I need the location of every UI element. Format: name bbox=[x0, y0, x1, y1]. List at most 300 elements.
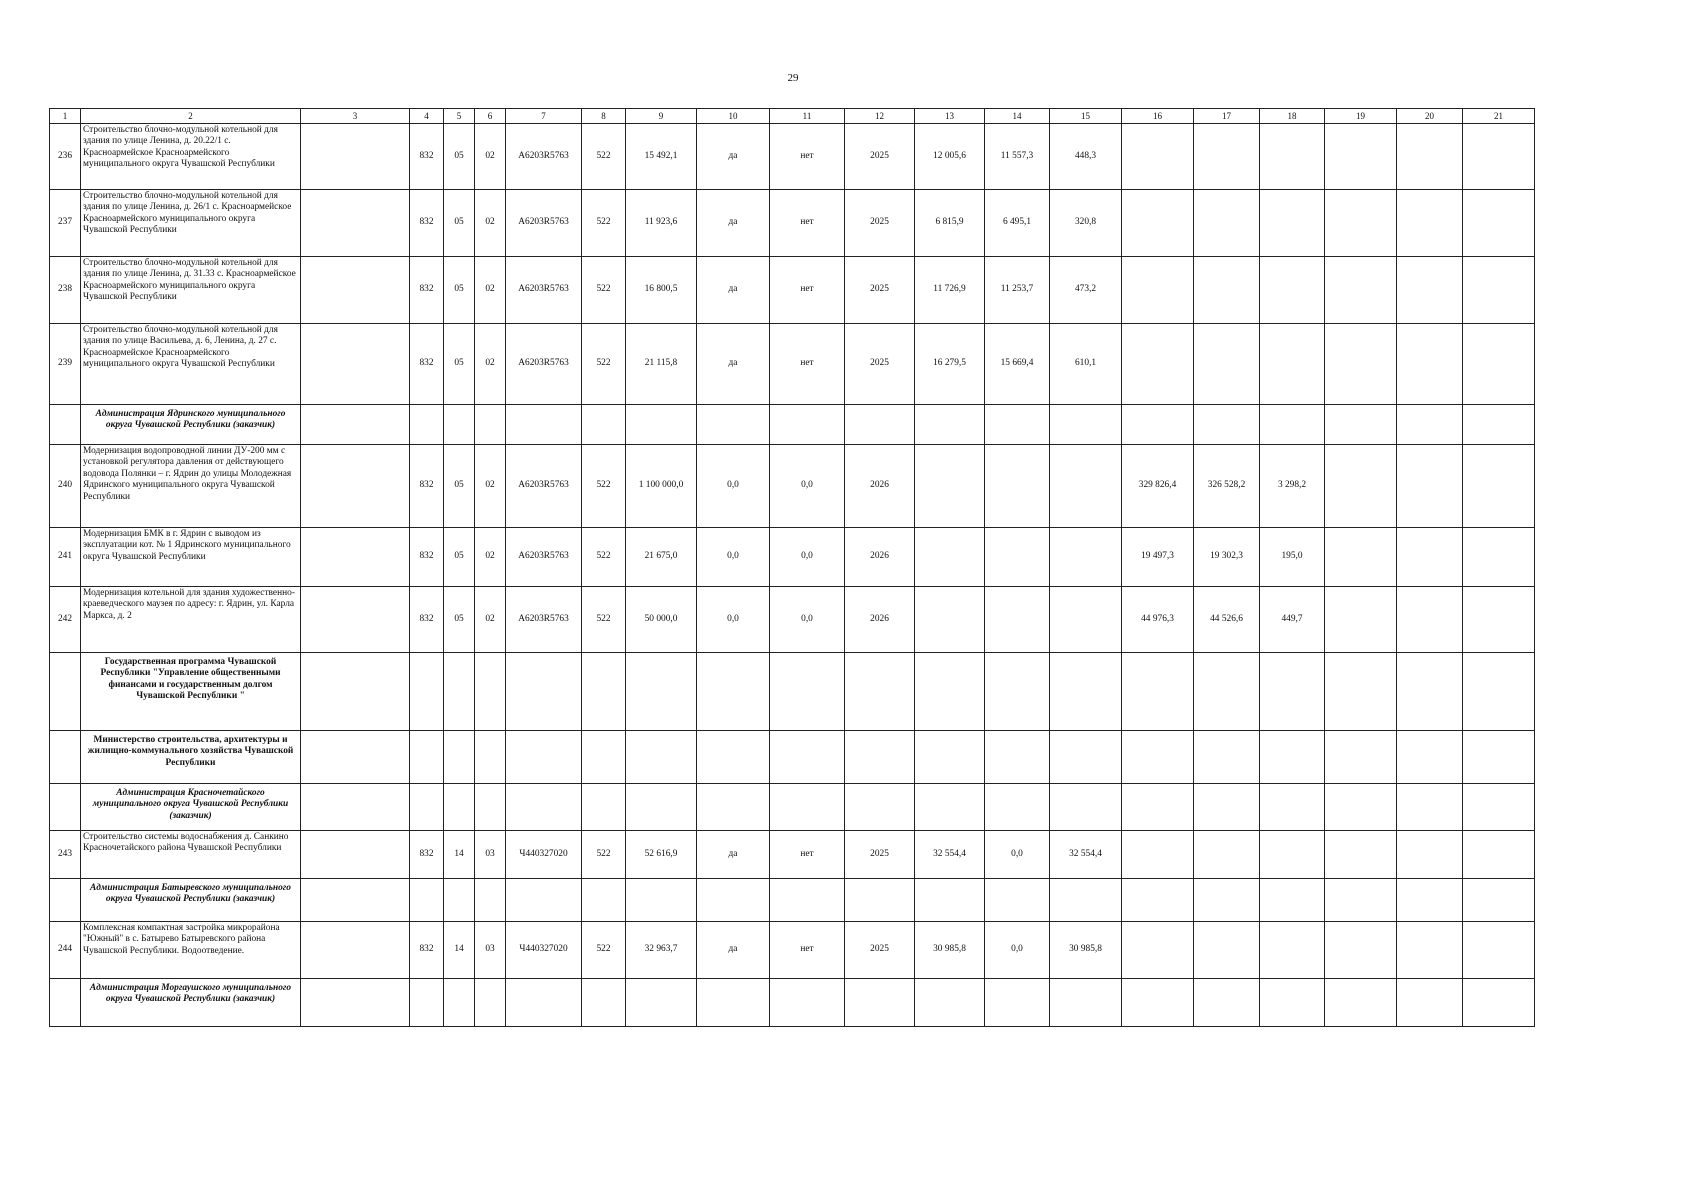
header-col-7: 7 bbox=[506, 109, 582, 124]
table-cell bbox=[845, 405, 915, 445]
table-cell: да bbox=[697, 190, 770, 257]
table-cell: 832 bbox=[410, 324, 444, 405]
header-col-17: 17 bbox=[1194, 109, 1260, 124]
table-cell bbox=[1122, 879, 1194, 922]
table-cell bbox=[626, 979, 697, 1027]
table-cell: 44 976,3 bbox=[1122, 587, 1194, 653]
table-cell bbox=[506, 879, 582, 922]
table-cell: да bbox=[697, 324, 770, 405]
table-row bbox=[50, 257, 1535, 324]
table-cell: 832 bbox=[410, 190, 444, 257]
table-cell: А6203R5763 bbox=[506, 324, 582, 405]
table-cell bbox=[1260, 879, 1325, 922]
table-cell: 2026 bbox=[845, 445, 915, 528]
table-cell bbox=[1325, 124, 1397, 190]
table-cell: 02 bbox=[475, 190, 506, 257]
table-cell: 05 bbox=[444, 528, 475, 587]
table-cell: 0,0 bbox=[985, 922, 1050, 979]
table-cell bbox=[444, 731, 475, 784]
table-cell: нет bbox=[770, 324, 845, 405]
table-cell bbox=[1194, 879, 1260, 922]
table-cell: 19 302,3 bbox=[1194, 528, 1260, 587]
table-cell bbox=[1194, 405, 1260, 445]
table-cell bbox=[1463, 731, 1535, 784]
table-cell bbox=[1050, 979, 1122, 1027]
table-cell bbox=[475, 879, 506, 922]
table-cell bbox=[1122, 324, 1194, 405]
row-number: 236 bbox=[50, 124, 81, 190]
table-cell bbox=[475, 979, 506, 1027]
row-number: 243 bbox=[50, 831, 81, 879]
table-cell bbox=[626, 653, 697, 731]
table-cell: 02 bbox=[475, 528, 506, 587]
row-number: 239 bbox=[50, 324, 81, 405]
table-cell: 11 557,3 bbox=[985, 124, 1050, 190]
table-cell bbox=[301, 124, 410, 190]
table-cell: 02 bbox=[475, 257, 506, 324]
table-cell bbox=[1325, 831, 1397, 879]
table-cell bbox=[985, 445, 1050, 528]
table-cell bbox=[1122, 784, 1194, 831]
table-cell: 02 bbox=[475, 445, 506, 528]
table-cell bbox=[1397, 124, 1463, 190]
table-cell bbox=[301, 190, 410, 257]
row-number: 244 bbox=[50, 922, 81, 979]
section-title: Государственная программа Чувашской Республики "Управление общественными финансами и государственным долгом Чувашской Республики " bbox=[81, 653, 301, 731]
table-row bbox=[50, 587, 1535, 653]
table-cell bbox=[770, 784, 845, 831]
table-cell bbox=[1050, 653, 1122, 731]
table-cell bbox=[582, 653, 626, 731]
table-cell bbox=[301, 784, 410, 831]
section-title: Администрация Батыревского муниципального округа Чувашской Республики (заказчик) bbox=[81, 879, 301, 922]
table-cell bbox=[1194, 324, 1260, 405]
table-cell bbox=[626, 784, 697, 831]
table-cell: 522 bbox=[582, 124, 626, 190]
table-cell: 522 bbox=[582, 831, 626, 879]
header-col-11: 11 bbox=[770, 109, 845, 124]
table-cell bbox=[444, 405, 475, 445]
table-cell: 2026 bbox=[845, 528, 915, 587]
table-cell bbox=[1463, 445, 1535, 528]
table-cell bbox=[475, 784, 506, 831]
table-cell bbox=[770, 979, 845, 1027]
table-cell bbox=[410, 731, 444, 784]
table-cell bbox=[1260, 124, 1325, 190]
table-cell: А6203R5763 bbox=[506, 124, 582, 190]
table-cell: 449,7 bbox=[1260, 587, 1325, 653]
header-col-9: 9 bbox=[626, 109, 697, 124]
table-cell: А6203R5763 bbox=[506, 445, 582, 528]
row-number: 240 bbox=[50, 445, 81, 528]
table-cell bbox=[915, 784, 985, 831]
header-col-21: 21 bbox=[1463, 109, 1535, 124]
table-cell bbox=[1325, 445, 1397, 528]
table-cell bbox=[410, 784, 444, 831]
table-cell: 3 298,2 bbox=[1260, 445, 1325, 528]
table-cell bbox=[915, 528, 985, 587]
header-col-19: 19 bbox=[1325, 109, 1397, 124]
table-cell bbox=[1463, 587, 1535, 653]
table-cell bbox=[1325, 528, 1397, 587]
table-cell: 329 826,4 bbox=[1122, 445, 1194, 528]
table-cell bbox=[1194, 257, 1260, 324]
table-cell: 522 bbox=[582, 257, 626, 324]
table-cell: 21 675,0 bbox=[626, 528, 697, 587]
section-row bbox=[50, 784, 1535, 831]
table-cell bbox=[915, 653, 985, 731]
table-cell bbox=[1397, 784, 1463, 831]
section-row bbox=[50, 653, 1535, 731]
table-cell bbox=[1194, 731, 1260, 784]
table-cell bbox=[845, 784, 915, 831]
table-cell bbox=[985, 731, 1050, 784]
object-name: Строительство блочно-модульной котельной для здания по улице Ленина, д. 26/1 с. Красноармейское Красноармейского муниципального округа Чувашской Республики bbox=[81, 190, 301, 257]
table-cell: 12 005,6 bbox=[915, 124, 985, 190]
table-cell bbox=[1050, 731, 1122, 784]
table-cell: А6203R5763 bbox=[506, 528, 582, 587]
table-cell: 522 bbox=[582, 445, 626, 528]
table-cell bbox=[845, 979, 915, 1027]
table-cell: 21 115,8 bbox=[626, 324, 697, 405]
header-col-2: 2 bbox=[81, 109, 301, 124]
table-cell bbox=[1194, 124, 1260, 190]
table-cell: 522 bbox=[582, 190, 626, 257]
table-cell bbox=[1122, 979, 1194, 1027]
table-cell: 03 bbox=[475, 922, 506, 979]
table-cell: 832 bbox=[410, 257, 444, 324]
table-cell: 6 815,9 bbox=[915, 190, 985, 257]
table-cell bbox=[301, 257, 410, 324]
table-cell bbox=[1397, 879, 1463, 922]
object-name: Строительство блочно-модульной котельной для здания по улице Ленина, д. 20.22/1 с. Красноармейское Красноармейского муниципального округа Чувашской Республики bbox=[81, 124, 301, 190]
table-cell: 14 bbox=[444, 831, 475, 879]
table-cell bbox=[1325, 405, 1397, 445]
table-cell bbox=[1463, 405, 1535, 445]
table-cell: 522 bbox=[582, 324, 626, 405]
object-name: Модернизация БМК в г. Ядрин с выводом из эксплуатации кот. № 1 Ядринского муниципального округа Чувашской Республики bbox=[81, 528, 301, 587]
table-cell bbox=[301, 979, 410, 1027]
table-row bbox=[50, 922, 1535, 979]
table-cell bbox=[626, 405, 697, 445]
table-cell: 832 bbox=[410, 124, 444, 190]
table-cell bbox=[626, 879, 697, 922]
table-cell bbox=[1397, 528, 1463, 587]
table-cell bbox=[50, 731, 81, 784]
table-cell bbox=[1463, 784, 1535, 831]
table-cell: Ч440327020 bbox=[506, 831, 582, 879]
table-cell bbox=[1260, 979, 1325, 1027]
header-col-20: 20 bbox=[1397, 109, 1463, 124]
table-cell bbox=[1260, 257, 1325, 324]
table-cell: А6203R5763 bbox=[506, 190, 582, 257]
table-cell bbox=[506, 731, 582, 784]
table-cell: 2025 bbox=[845, 324, 915, 405]
table-cell bbox=[1122, 257, 1194, 324]
table-cell: 2025 bbox=[845, 190, 915, 257]
table-cell: 30 985,8 bbox=[1050, 922, 1122, 979]
table-cell: 05 bbox=[444, 324, 475, 405]
table-row bbox=[50, 124, 1535, 190]
table-cell bbox=[1050, 879, 1122, 922]
table-cell bbox=[985, 879, 1050, 922]
section-row bbox=[50, 731, 1535, 784]
table-cell: 16 279,5 bbox=[915, 324, 985, 405]
table-cell: А6203R5763 bbox=[506, 587, 582, 653]
header-col-6: 6 bbox=[475, 109, 506, 124]
table-cell bbox=[582, 405, 626, 445]
table-row bbox=[50, 528, 1535, 587]
table-cell bbox=[301, 324, 410, 405]
table-cell bbox=[444, 653, 475, 731]
table-cell bbox=[1397, 979, 1463, 1027]
table-cell: 522 bbox=[582, 587, 626, 653]
table-cell bbox=[1325, 257, 1397, 324]
table-cell: 473,2 bbox=[1050, 257, 1122, 324]
table-cell bbox=[1463, 124, 1535, 190]
table-cell bbox=[1325, 324, 1397, 405]
table-cell bbox=[1194, 784, 1260, 831]
table-cell bbox=[1463, 831, 1535, 879]
table-cell: нет bbox=[770, 831, 845, 879]
table-cell bbox=[1050, 445, 1122, 528]
table-cell bbox=[1194, 922, 1260, 979]
table-cell bbox=[301, 445, 410, 528]
table-cell bbox=[1260, 731, 1325, 784]
table-cell bbox=[845, 879, 915, 922]
section-row bbox=[50, 879, 1535, 922]
header-row bbox=[50, 109, 1535, 124]
table-cell bbox=[697, 731, 770, 784]
table-cell bbox=[697, 979, 770, 1027]
table-cell: 320,8 bbox=[1050, 190, 1122, 257]
header-col-15: 15 bbox=[1050, 109, 1122, 124]
table-cell: 832 bbox=[410, 831, 444, 879]
table-cell bbox=[1260, 922, 1325, 979]
table-cell bbox=[1122, 405, 1194, 445]
row-number: 242 bbox=[50, 587, 81, 653]
table-cell bbox=[1397, 922, 1463, 979]
table-cell bbox=[1463, 528, 1535, 587]
table-cell: да bbox=[697, 257, 770, 324]
table-cell bbox=[915, 587, 985, 653]
table-cell bbox=[985, 405, 1050, 445]
table-cell: 11 253,7 bbox=[985, 257, 1050, 324]
table-cell: 05 bbox=[444, 124, 475, 190]
table-cell: 32 963,7 bbox=[626, 922, 697, 979]
table-cell bbox=[1397, 587, 1463, 653]
table-cell: 2025 bbox=[845, 257, 915, 324]
table-cell bbox=[1463, 979, 1535, 1027]
table-cell: 832 bbox=[410, 587, 444, 653]
table-cell: 05 bbox=[444, 445, 475, 528]
table-cell bbox=[1122, 653, 1194, 731]
table-cell bbox=[1122, 922, 1194, 979]
section-title: Министерство строительства, архитектуры и жилищно-коммунального хозяйства Чувашской Республики bbox=[81, 731, 301, 784]
table-cell bbox=[410, 979, 444, 1027]
table-cell bbox=[697, 879, 770, 922]
object-name: Комплексная компактная застройка микрорайона "Южный" в с. Батырево Батыревского района Чувашской Республики. Водоотведение. bbox=[81, 922, 301, 979]
page-number: 29 bbox=[787, 72, 799, 84]
table-cell bbox=[1260, 190, 1325, 257]
table-cell bbox=[582, 731, 626, 784]
table-cell: 15 492,1 bbox=[626, 124, 697, 190]
table-cell bbox=[1122, 124, 1194, 190]
table-cell: 44 526,6 bbox=[1194, 587, 1260, 653]
table-cell bbox=[985, 653, 1050, 731]
table-cell bbox=[1463, 922, 1535, 979]
table-cell: 16 800,5 bbox=[626, 257, 697, 324]
table-cell: 610,1 bbox=[1050, 324, 1122, 405]
table-cell: 6 495,1 bbox=[985, 190, 1050, 257]
header-col-12: 12 bbox=[845, 109, 915, 124]
header-col-5: 5 bbox=[444, 109, 475, 124]
table-cell bbox=[1122, 731, 1194, 784]
table-cell bbox=[1194, 831, 1260, 879]
section-title: Администрация Моргаушского муниципального округа Чувашской Республики (заказчик) bbox=[81, 979, 301, 1027]
table-cell bbox=[506, 979, 582, 1027]
section-title: Администрация Красночетайского муниципального округа Чувашской Республики (заказчик) bbox=[81, 784, 301, 831]
table-cell: нет bbox=[770, 124, 845, 190]
table-cell bbox=[915, 879, 985, 922]
table-cell: 32 554,4 bbox=[915, 831, 985, 879]
section-title: Администрация Ядринского муниципального округа Чувашской Республики (заказчик) bbox=[81, 405, 301, 445]
table-cell bbox=[697, 405, 770, 445]
table-cell bbox=[50, 405, 81, 445]
table-cell: 326 528,2 bbox=[1194, 445, 1260, 528]
table-cell bbox=[301, 587, 410, 653]
table-cell: 0,0 bbox=[985, 831, 1050, 879]
table-cell bbox=[301, 831, 410, 879]
section-row bbox=[50, 979, 1535, 1027]
header-col-16: 16 bbox=[1122, 109, 1194, 124]
table-cell: 0,0 bbox=[697, 528, 770, 587]
table-cell bbox=[1325, 979, 1397, 1027]
row-number: 237 bbox=[50, 190, 81, 257]
table-cell: 2025 bbox=[845, 124, 915, 190]
table-cell: 2025 bbox=[845, 922, 915, 979]
table-cell bbox=[1260, 324, 1325, 405]
header-col-1: 1 bbox=[50, 109, 81, 124]
object-name: Строительство блочно-модульной котельной для здания по улице Васильева, д. 6, Ленина, д. 27 с. Красноармейское Красноармейского муниципального округа Чувашской Республики bbox=[81, 324, 301, 405]
table-cell bbox=[1194, 190, 1260, 257]
table-cell: да bbox=[697, 831, 770, 879]
table-row bbox=[50, 445, 1535, 528]
table-cell: 02 bbox=[475, 587, 506, 653]
table-cell bbox=[506, 653, 582, 731]
table-cell bbox=[301, 528, 410, 587]
table-cell: 19 497,3 bbox=[1122, 528, 1194, 587]
table-cell bbox=[697, 653, 770, 731]
table-cell bbox=[1397, 653, 1463, 731]
section-row bbox=[50, 405, 1535, 445]
table-cell: 05 bbox=[444, 257, 475, 324]
object-name: Строительство системы водоснабжения д. Санкино Красночетайского района Чувашской Республики bbox=[81, 831, 301, 879]
table-cell bbox=[506, 405, 582, 445]
table-cell: нет bbox=[770, 922, 845, 979]
table-cell bbox=[50, 784, 81, 831]
table-cell bbox=[985, 784, 1050, 831]
table-row bbox=[50, 324, 1535, 405]
table-cell: 11 923,6 bbox=[626, 190, 697, 257]
table-cell bbox=[1463, 190, 1535, 257]
table-cell bbox=[915, 731, 985, 784]
table-cell bbox=[50, 979, 81, 1027]
table-cell: 832 bbox=[410, 922, 444, 979]
header-col-8: 8 bbox=[582, 109, 626, 124]
table-cell bbox=[1260, 784, 1325, 831]
table-cell bbox=[1260, 405, 1325, 445]
header-col-3: 3 bbox=[301, 109, 410, 124]
table-cell bbox=[301, 879, 410, 922]
table-cell: 03 bbox=[475, 831, 506, 879]
table-cell: 05 bbox=[444, 190, 475, 257]
table-cell bbox=[410, 405, 444, 445]
table-cell bbox=[444, 979, 475, 1027]
table-cell bbox=[1194, 653, 1260, 731]
table-cell bbox=[444, 879, 475, 922]
table-cell bbox=[915, 445, 985, 528]
table-cell: 522 bbox=[582, 922, 626, 979]
table-cell bbox=[1122, 831, 1194, 879]
table-cell: 30 985,8 bbox=[915, 922, 985, 979]
table-cell bbox=[50, 653, 81, 731]
table-cell bbox=[1463, 653, 1535, 731]
header-col-18: 18 bbox=[1260, 109, 1325, 124]
table-cell bbox=[770, 653, 845, 731]
table-cell bbox=[985, 528, 1050, 587]
table-cell: нет bbox=[770, 257, 845, 324]
table-cell bbox=[1050, 528, 1122, 587]
table-cell bbox=[1194, 979, 1260, 1027]
header-col-10: 10 bbox=[697, 109, 770, 124]
object-name: Модернизация водопроводной линии ДУ-200 мм с установкой регулятора давления от действующего водовода Полянки – г. Ядрин до улицы Молодежная Ядринского муниципального округа Чувашской Республики bbox=[81, 445, 301, 528]
table-cell: 0,0 bbox=[770, 445, 845, 528]
table-cell: Ч440327020 bbox=[506, 922, 582, 979]
table-cell bbox=[506, 784, 582, 831]
table-cell bbox=[985, 587, 1050, 653]
table-cell: нет bbox=[770, 190, 845, 257]
table-cell bbox=[770, 879, 845, 922]
table-cell bbox=[301, 405, 410, 445]
table-cell bbox=[626, 731, 697, 784]
table-cell bbox=[1050, 784, 1122, 831]
object-name: Строительство блочно-модульной котельной для здания по улице Ленина, д. 31.33 с. Красноармейское Красноармейского муниципального округа Чувашской Республики bbox=[81, 257, 301, 324]
table-cell bbox=[1050, 405, 1122, 445]
table-cell bbox=[1325, 587, 1397, 653]
table-cell bbox=[301, 731, 410, 784]
table-cell: 50 000,0 bbox=[626, 587, 697, 653]
table-cell bbox=[1050, 587, 1122, 653]
table-cell bbox=[301, 922, 410, 979]
table-cell bbox=[915, 405, 985, 445]
table-cell bbox=[1260, 831, 1325, 879]
table-cell bbox=[1397, 405, 1463, 445]
table-cell bbox=[985, 979, 1050, 1027]
table-cell bbox=[1397, 445, 1463, 528]
table-cell: 0,0 bbox=[697, 445, 770, 528]
row-number: 241 bbox=[50, 528, 81, 587]
table-cell: 1 100 000,0 bbox=[626, 445, 697, 528]
table-cell bbox=[1325, 653, 1397, 731]
table-cell: 832 bbox=[410, 528, 444, 587]
table-cell bbox=[915, 979, 985, 1027]
table-cell bbox=[475, 405, 506, 445]
table-cell bbox=[582, 879, 626, 922]
table-cell bbox=[1397, 324, 1463, 405]
table-cell bbox=[697, 784, 770, 831]
table-cell bbox=[1122, 190, 1194, 257]
